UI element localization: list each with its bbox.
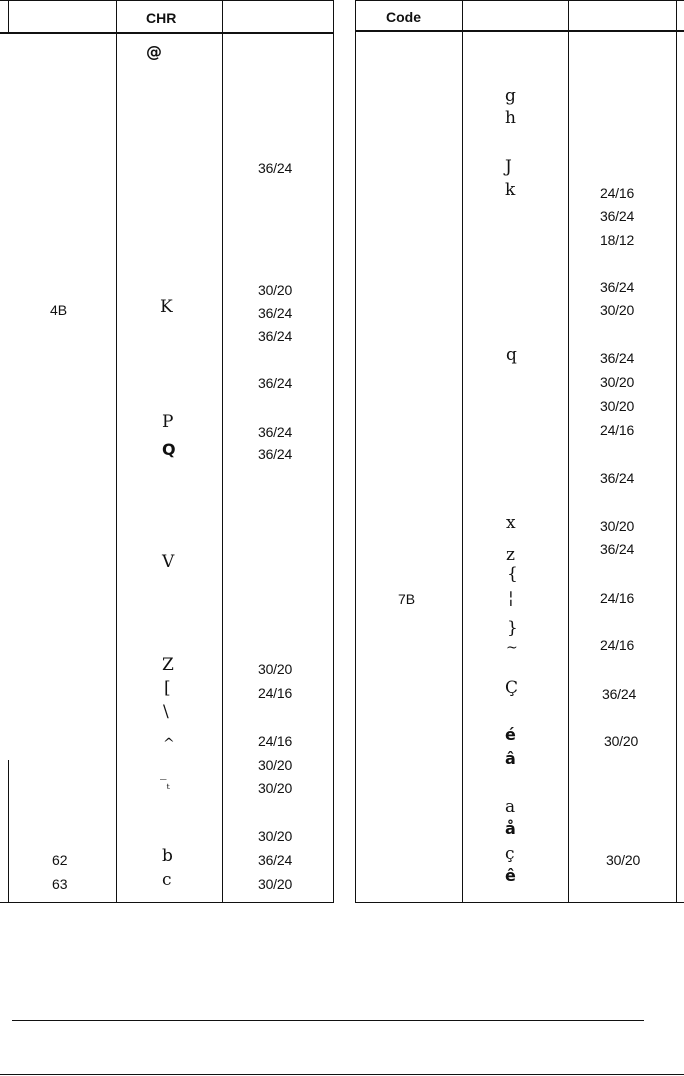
right-width-cell: 36/24 — [600, 350, 635, 366]
right-table-right-border — [676, 0, 677, 902]
left-chr-cell: Q — [162, 440, 176, 459]
right-chr-cell: } — [507, 618, 518, 638]
left-width-cell: 36/24 — [258, 328, 293, 344]
left-header-chr: CHR — [146, 10, 177, 26]
left-width-cell: 36/24 — [258, 446, 293, 462]
left-width-cell: 36/24 — [258, 305, 293, 321]
left-width-cell: 30/20 — [258, 757, 293, 773]
right-chr-cell: h — [505, 108, 516, 128]
left-table-right-border — [333, 0, 334, 902]
right-chr-cell: ê — [505, 866, 516, 885]
right-width-cell: 36/24 — [600, 470, 635, 486]
right-width-cell: 24/16 — [600, 422, 635, 438]
right-width-cell: 30/20 — [600, 302, 635, 318]
right-chr-cell: ç — [505, 844, 515, 864]
right-chr-cell: J — [505, 157, 512, 177]
right-chr-cell: a — [505, 797, 516, 817]
right-table-col-divider-1 — [462, 0, 463, 902]
right-width-cell: 36/24 — [602, 686, 637, 702]
right-width-cell: 24/16 — [600, 590, 635, 606]
left-chr-cell: c — [162, 870, 172, 890]
left-width-cell: 36/24 — [258, 375, 293, 391]
left-code-cell: 62 — [52, 852, 68, 868]
left-chr-cell: ^ — [163, 736, 175, 752]
right-width-cell: 18/12 — [600, 232, 635, 248]
right-table-bottom-border — [355, 902, 684, 903]
right-width-cell: 30/20 — [600, 398, 635, 414]
left-code-cell: 4B — [50, 302, 68, 318]
right-width-cell: 24/16 — [600, 637, 635, 653]
right-chr-cell: â — [505, 749, 516, 768]
right-table-left-border — [355, 0, 356, 902]
left-table-left-border-lower — [8, 760, 9, 902]
left-table-col-divider-2 — [222, 0, 223, 902]
right-width-cell: 36/24 — [600, 279, 635, 295]
right-chr-cell: ¦ — [508, 588, 514, 608]
left-chr-cell: V — [162, 552, 175, 572]
left-table-bottom-border — [0, 902, 334, 903]
right-chr-cell: x — [506, 513, 516, 533]
left-width-cell: 24/16 — [258, 733, 293, 749]
left-chr-cell: b — [162, 846, 173, 866]
right-code-cell: 7B — [398, 591, 416, 607]
right-chr-cell: z — [506, 545, 515, 565]
page-bottom-rule — [0, 1074, 684, 1075]
right-table-top-border — [355, 0, 684, 1]
left-table-header-rule — [0, 32, 334, 34]
left-chr-cell: \ — [163, 702, 169, 722]
left-chr-cell: K — [160, 297, 173, 317]
left-chr-cell: ‾ₜ — [160, 778, 170, 793]
right-width-cell: 24/16 — [600, 185, 635, 201]
left-width-cell: 30/20 — [258, 282, 293, 298]
right-chr-cell: å — [505, 819, 516, 838]
left-width-cell: 30/20 — [258, 876, 293, 892]
right-chr-cell: é — [505, 725, 516, 744]
right-width-cell: 30/20 — [600, 518, 635, 534]
left-width-cell: 30/20 — [258, 828, 293, 844]
left-table-top-border — [0, 0, 334, 1]
left-chr-cell: @ — [146, 42, 162, 61]
left-code-cell: 63 — [52, 876, 68, 892]
left-width-cell: 36/24 — [258, 160, 293, 176]
right-width-cell: 36/24 — [600, 208, 635, 224]
right-chr-cell: ~ — [506, 640, 518, 656]
page-footer-rule — [12, 1020, 644, 1021]
right-table-col-divider-2 — [568, 0, 569, 902]
left-width-cell: 30/20 — [258, 661, 293, 677]
right-chr-cell: Ç — [505, 678, 519, 698]
left-table-left-border — [8, 0, 9, 34]
right-width-cell: 30/20 — [600, 374, 635, 390]
right-table-header-rule — [355, 30, 684, 32]
left-chr-cell: Z — [162, 655, 174, 675]
right-header-code: Code — [386, 9, 421, 25]
right-width-cell: 30/20 — [604, 733, 639, 749]
right-chr-cell: g — [505, 86, 516, 106]
right-chr-cell: k — [505, 180, 516, 200]
left-width-cell: 30/20 — [258, 780, 293, 796]
left-width-cell: 36/24 — [258, 424, 293, 440]
right-chr-cell: q — [506, 345, 517, 365]
left-chr-cell: P — [162, 412, 174, 432]
left-chr-cell: [ — [164, 678, 171, 698]
right-width-cell: 30/20 — [606, 852, 641, 868]
left-table-col-divider-1 — [116, 0, 117, 902]
right-width-cell: 36/24 — [600, 541, 635, 557]
left-width-cell: 36/24 — [258, 852, 293, 868]
left-width-cell: 24/16 — [258, 685, 293, 701]
right-chr-cell: { — [507, 564, 518, 584]
